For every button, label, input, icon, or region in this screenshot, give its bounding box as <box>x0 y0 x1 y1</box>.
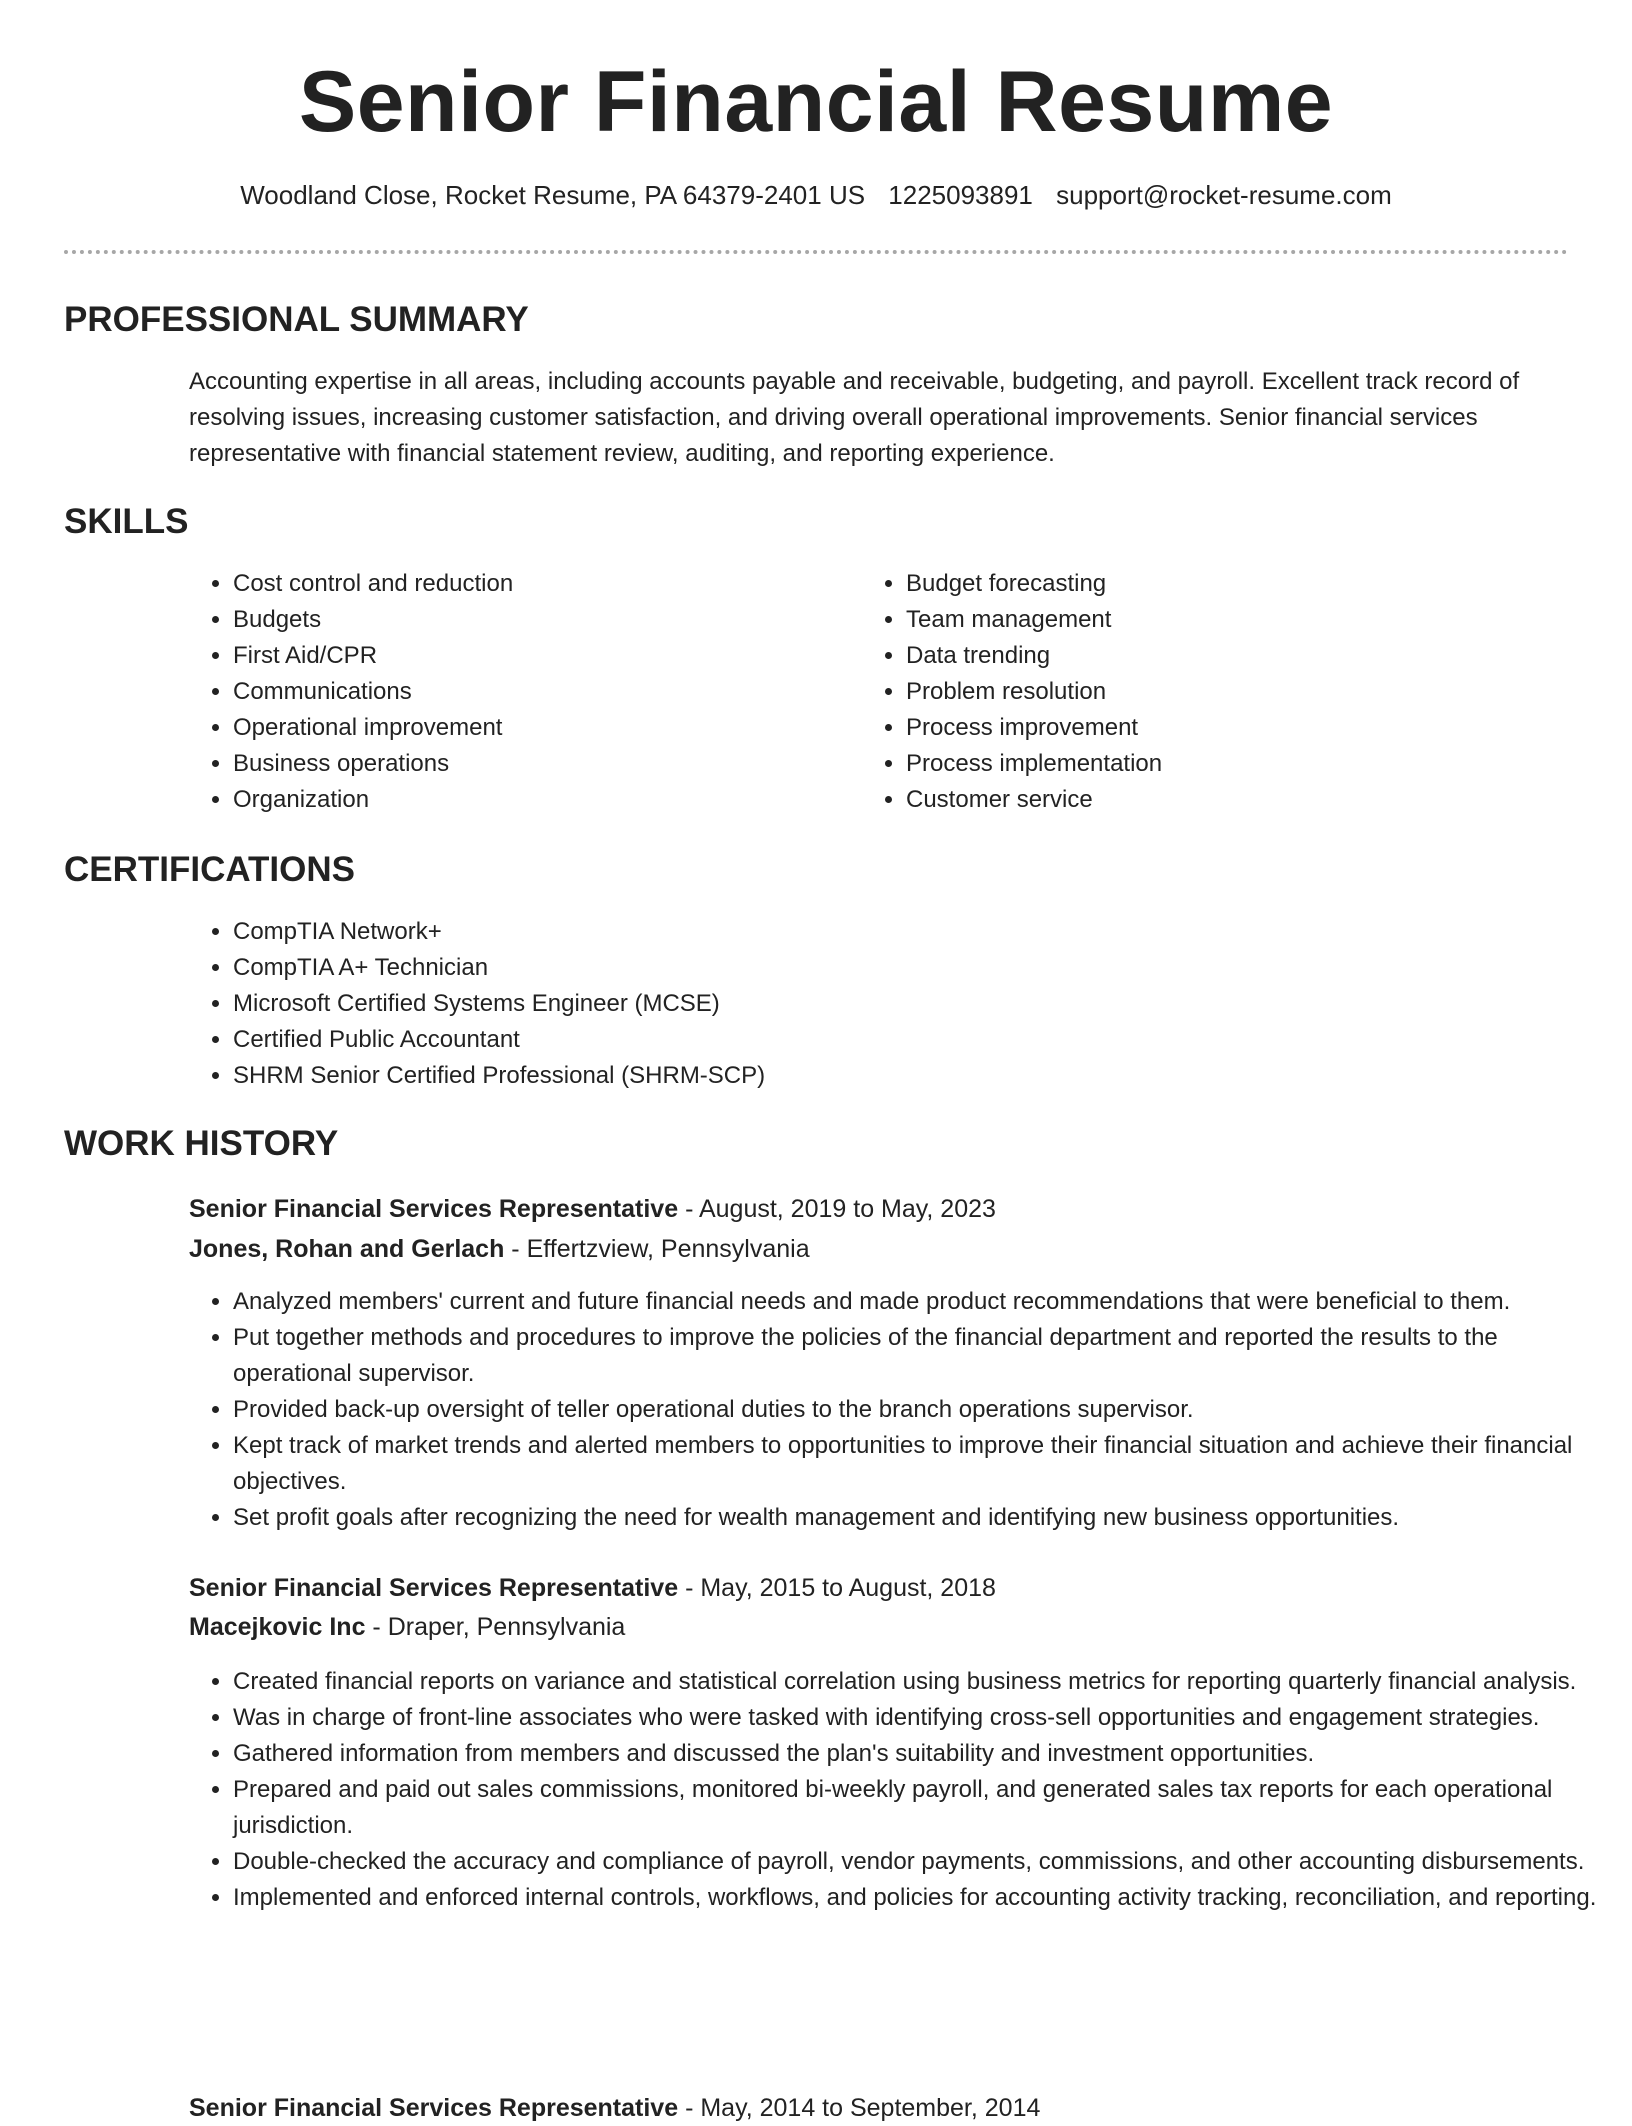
skills-heading: SKILLS <box>64 502 189 541</box>
skill-item: • Budgets <box>233 602 833 638</box>
job-company-line <box>189 1231 810 1267</box>
job-bullet: • Kept track of market trends and alerted members to opportunities to improve their financial situation and achieve their financial objectives. <box>233 1428 1613 1500</box>
job-title: Senior Financial Services Representative <box>189 1574 679 1602</box>
job-title-line <box>189 2090 1040 2126</box>
job-bullet: • Was in charge of front-line associates who were tasked with identifying cross-sell opportunities and engagement strategies. <box>233 1700 1613 1736</box>
certification-item: • CompTIA Network+ <box>233 914 1433 950</box>
job-company-line <box>189 1609 625 1645</box>
resume-header <box>0 0 1632 152</box>
job-dates: - May, 2014 to September, 2014 <box>678 2094 1041 2122</box>
job-location: - Draper, Pennsylvania <box>365 1613 626 1641</box>
skill-item: • Operational improvement <box>233 710 833 746</box>
job-bullet: • Implemented and enforced internal controls, workflows, and policies for accounting activity tracking, reconciliation, and reporting. <box>233 1880 1613 1916</box>
skill-item: • Data trending <box>906 638 1506 674</box>
summary-text: Accounting expertise in all areas, including accounts payable and receivable, budgeting, and payroll. Excellent track record of resolving issues, increasing customer satisfaction, and driving overall operational improvements. Senior financial services representative with financial statement review, auditing, and reporting experience. <box>189 368 1520 467</box>
job-location: - Effertzview, Pennsylvania <box>504 1235 810 1263</box>
skill-item: • Customer service <box>906 782 1506 818</box>
job-bullet: • Double-checked the accuracy and compliance of payroll, vendor payments, commissions, and other accounting disbursements. <box>233 1844 1613 1880</box>
skills-list-left <box>189 566 833 818</box>
job-company: Macejkovic Inc <box>189 1613 366 1641</box>
skill-item: • Budget forecasting <box>906 566 1506 602</box>
job-title-line <box>189 1570 996 1606</box>
contact-line <box>0 178 1632 212</box>
contact-email[interactable]: support@rocket-resume.com <box>1056 180 1392 210</box>
job-bullet: • Analyzed members' current and future financial needs and made product recommendations that were beneficial to them. <box>233 1284 1613 1320</box>
header-divider <box>64 250 1568 254</box>
job-title-line <box>189 1191 996 1227</box>
job-bullet: • Prepared and paid out sales commissions, monitored bi-weekly payroll, and generated sales tax reports for each operational jurisdiction. <box>233 1772 1613 1844</box>
certifications-list <box>189 914 1433 1094</box>
skill-item: • Organization <box>233 782 833 818</box>
job-title: Senior Financial Services Representative <box>189 1195 679 1223</box>
job-bullet: • Created financial reports on variance and statistical correlation using business metrics for reporting quarterly financial analysis. <box>233 1664 1613 1700</box>
skills-list-right <box>862 566 1506 818</box>
job-title: Senior Financial Services Representative <box>189 2094 679 2122</box>
skill-item: • First Aid/CPR <box>233 638 833 674</box>
certification-item: • CompTIA A+ Technician <box>233 950 1433 986</box>
job-company: Jones, Rohan and Gerlach <box>189 1235 505 1263</box>
certification-item: • Microsoft Certified Systems Engineer (MCSE) <box>233 986 1433 1022</box>
skill-item: • Team management <box>906 602 1506 638</box>
work-history-heading: WORK HISTORY <box>64 1124 339 1163</box>
contact-address: Woodland Close, Rocket Resume, PA 64379-2401 US <box>240 180 866 210</box>
job-bullet: • Put together methods and procedures to improve the policies of the financial department and reported the results to the operational supervisor. <box>233 1320 1613 1392</box>
job-bullet: • Gathered information from members and discussed the plan's suitability and investment opportunities. <box>233 1736 1613 1772</box>
resume-title: Senior Financial Resume <box>298 54 1334 150</box>
job-dates: - August, 2019 to May, 2023 <box>678 1195 996 1223</box>
certifications-heading: CERTIFICATIONS <box>64 850 356 889</box>
summary-heading: PROFESSIONAL SUMMARY <box>64 300 529 339</box>
certification-item: • SHRM Senior Certified Professional (SHRM-SCP) <box>233 1058 1433 1094</box>
certification-item: • Certified Public Accountant <box>233 1022 1433 1058</box>
job-bullets <box>189 1664 1613 1916</box>
skill-item: • Process implementation <box>906 746 1506 782</box>
job-bullet: • Set profit goals after recognizing the need for wealth management and identifying new business opportunities. <box>233 1500 1613 1536</box>
job-dates: - May, 2015 to August, 2018 <box>678 1574 996 1602</box>
contact-phone: 1225093891 <box>888 180 1033 210</box>
skill-item: • Communications <box>233 674 833 710</box>
skill-item: • Cost control and reduction <box>233 566 833 602</box>
job-bullets <box>189 1284 1613 1536</box>
skill-item: • Process improvement <box>906 710 1506 746</box>
skill-item: • Problem resolution <box>906 674 1506 710</box>
skill-item: • Business operations <box>233 746 833 782</box>
job-bullet: • Provided back-up oversight of teller operational duties to the branch operations supervisor. <box>233 1392 1613 1428</box>
